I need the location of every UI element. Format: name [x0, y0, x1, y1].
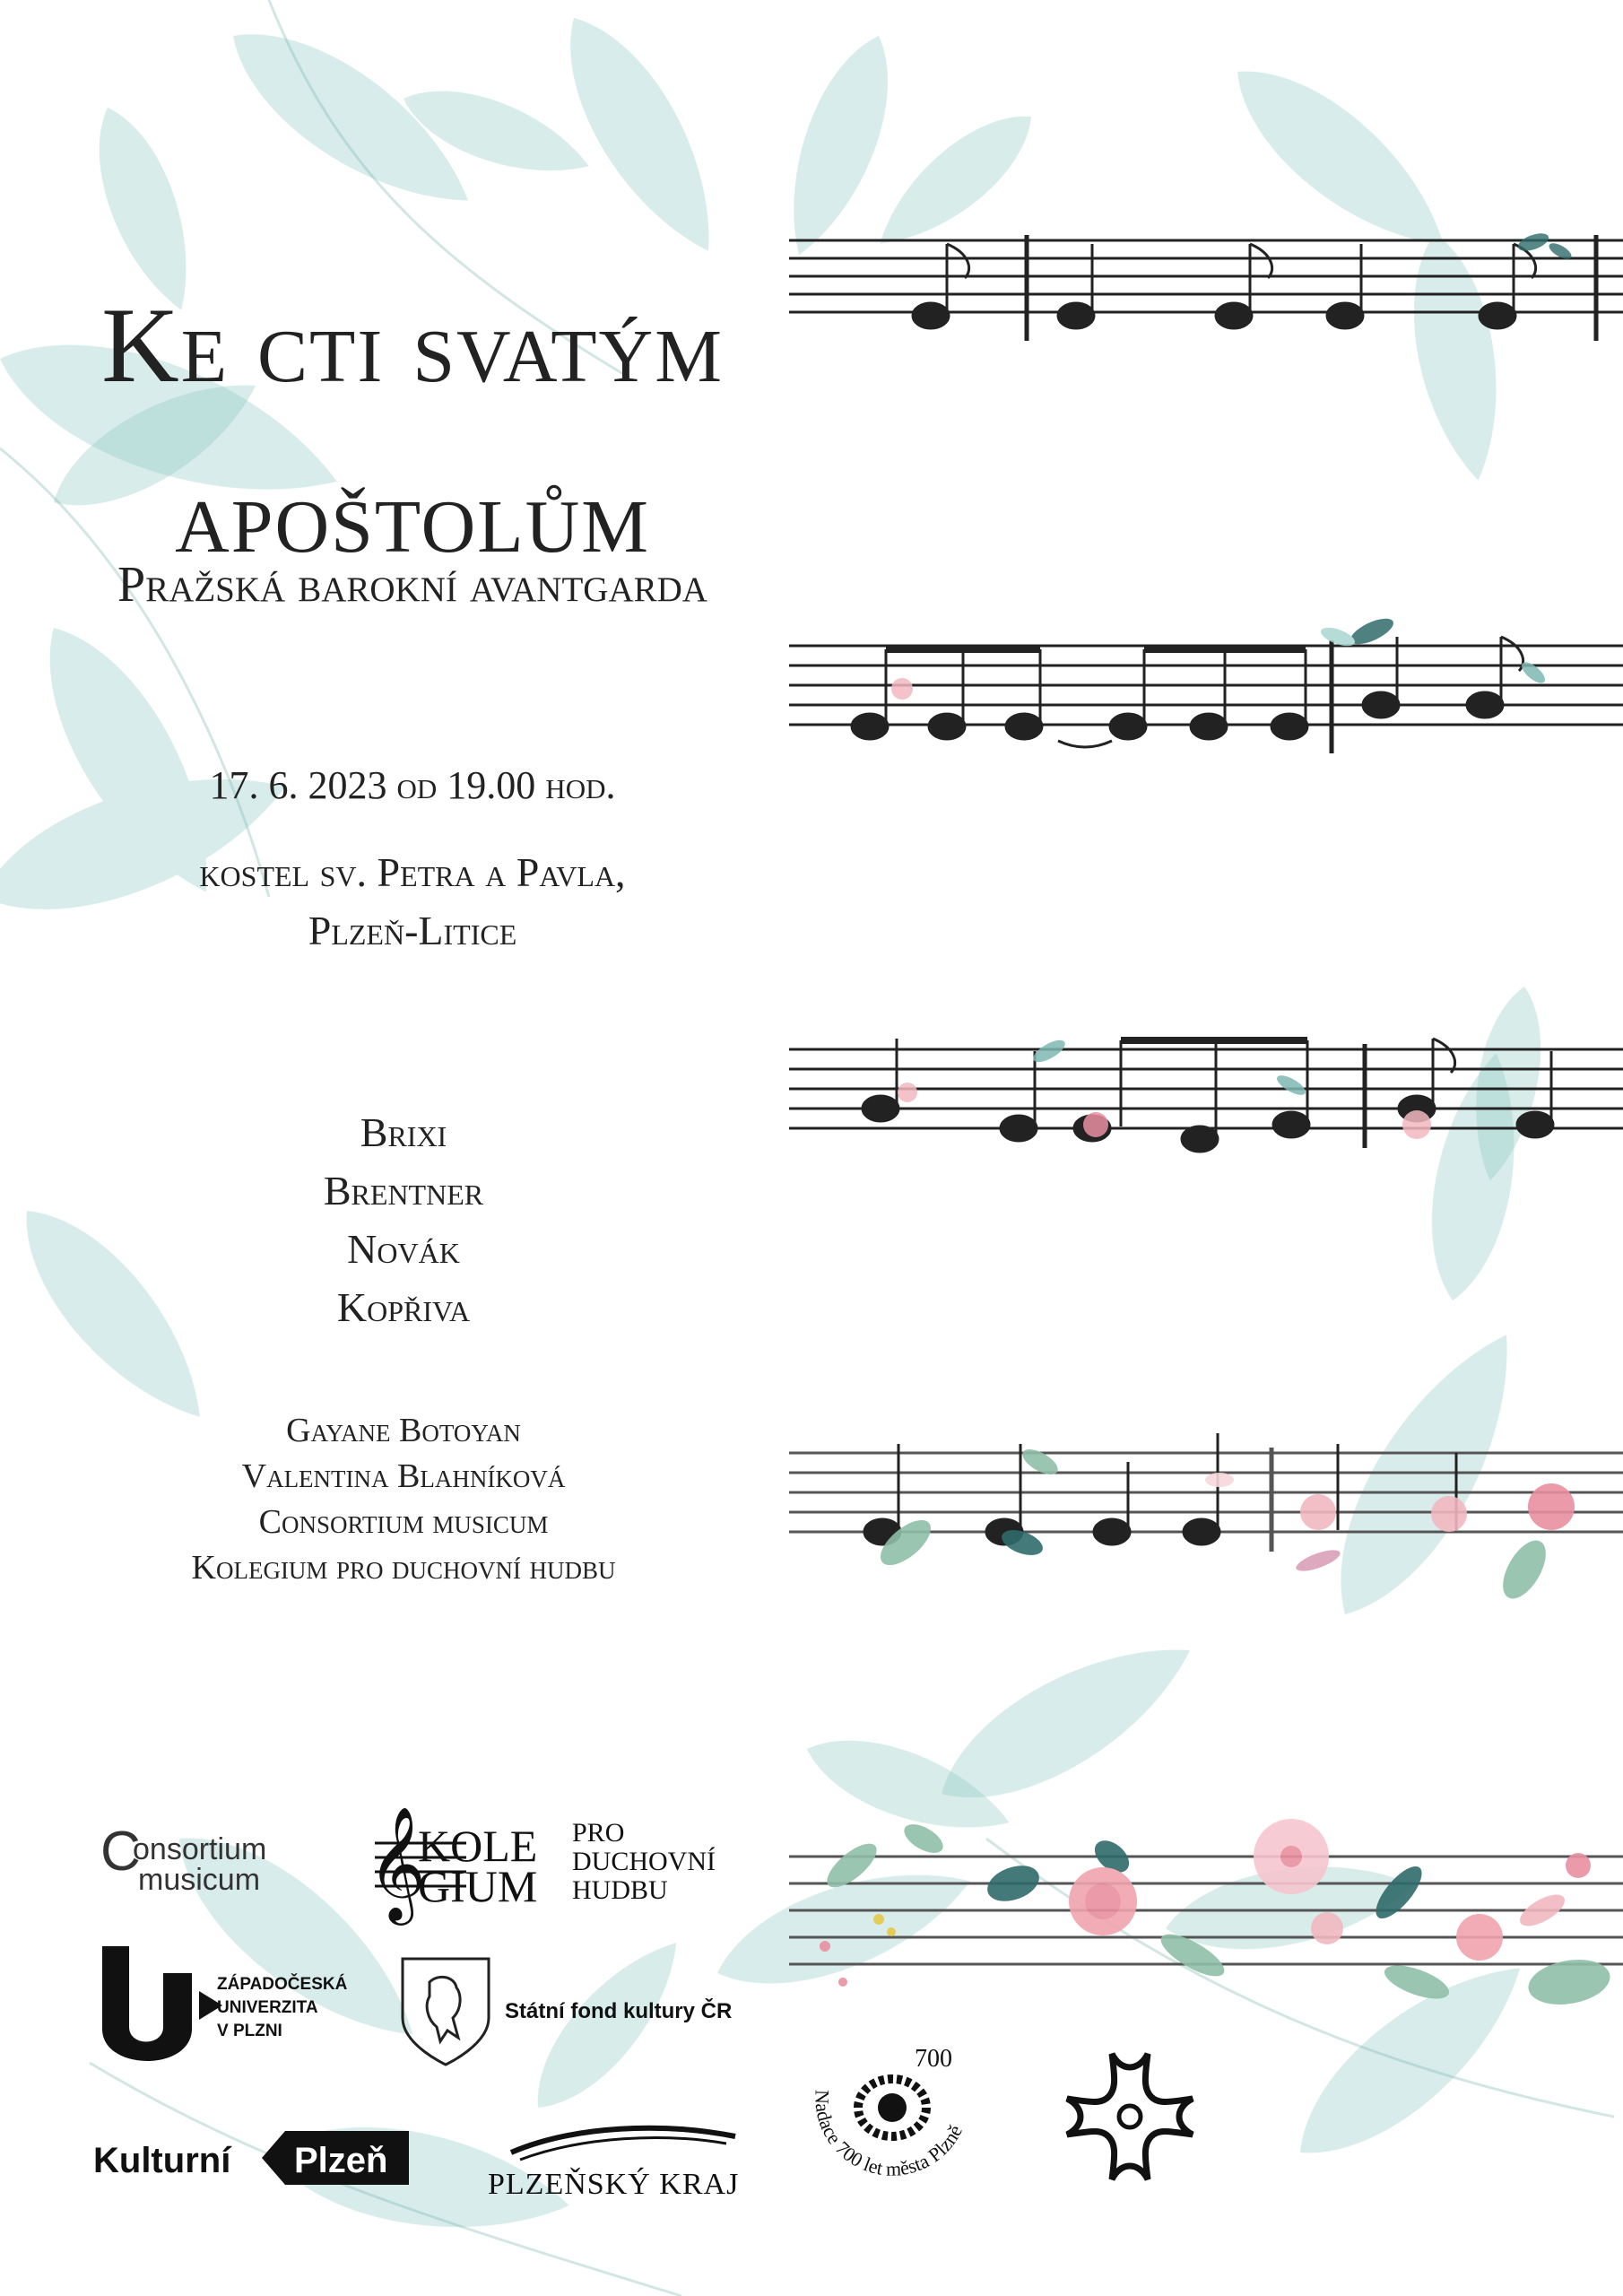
kolegium-gium: GIUM: [418, 1861, 538, 1911]
music-staff-5: [789, 1812, 1623, 2018]
title-line-1: Ke cti svatým: [101, 285, 724, 404]
venue-line-1: kostel sv. Petra a Pavla,: [199, 849, 626, 895]
nadace-arc-text: Nadace 700 let města Plzně: [811, 2089, 968, 2180]
sfk-logo: [399, 1955, 740, 2072]
music-staff-2: [789, 628, 1623, 771]
consortium-logo-line2: musicum: [138, 1863, 261, 1897]
plzen-label: Plzeň: [294, 2141, 388, 2180]
nadace-number: 700: [915, 2045, 952, 2073]
consortium-musicum-logo: [99, 1816, 305, 1906]
composer-list: [36, 1103, 771, 1336]
zcu-line2: UNIVERZITA: [217, 1998, 318, 2017]
cross-logo-icon: [1058, 2045, 1202, 2188]
plzensky-kraj-logo: [484, 2117, 744, 2206]
composer: Novák: [347, 1226, 460, 1272]
consortium-logo-line1: onsortium: [133, 1832, 267, 1866]
venue-line-2: Plzeň-Litice: [308, 908, 517, 953]
kulturni-plzen-logo: [90, 2126, 421, 2197]
music-staff-3: [789, 1031, 1623, 1175]
title-line-2: apoštolům: [175, 456, 650, 575]
music-staff-4: [789, 1426, 1623, 1605]
zcu-line3: V PLZNI: [217, 2022, 282, 2040]
nadace-emblem-icon: [858, 2079, 926, 2136]
kulturni-label: Kulturní: [93, 2141, 231, 2180]
performer: Consortium musicum: [258, 1503, 549, 1541]
kolegium-hudbu: HUDBU: [572, 1875, 668, 1905]
poster-subtitle: Pražská barokní avantgarda: [117, 557, 707, 613]
nadace-700-logo: [798, 2036, 995, 2206]
kolegium-kole: KOLE: [418, 1821, 538, 1871]
zcu-logo: [99, 1946, 368, 2072]
poster-title: [36, 260, 789, 601]
kolegium-duchovni: DUCHOVNÍ: [572, 1847, 716, 1876]
performer-list: [36, 1408, 771, 1591]
plzensky-kraj-label: PLZEŇSKÝ KRAJ: [488, 2168, 740, 2201]
kolegium-logo: [368, 1807, 726, 1924]
composer: Kopřiva: [336, 1284, 471, 1330]
performer: Valentina Blahníková: [241, 1457, 566, 1495]
zcu-emblem-icon: [102, 1946, 192, 2061]
composer: Brentner: [323, 1168, 484, 1213]
sfk-label: Státní fond kultury ČR: [505, 1999, 733, 2023]
zcu-line1: ZÁPADOČESKÁ: [217, 1975, 348, 1994]
event-venue: [36, 843, 789, 960]
svg-text:C: C: [100, 1821, 141, 1883]
performer: Gayane Botoyan: [286, 1412, 521, 1449]
music-staff-1: [789, 233, 1623, 359]
event-date: 17. 6. 2023 od 19.00 hod.: [209, 763, 616, 807]
coat-of-arms-icon: [403, 1959, 489, 2065]
composer: Brixi: [360, 1109, 447, 1155]
kolegium-pro: PRO: [572, 1818, 625, 1848]
treble-clef-icon: 𝄞: [368, 1805, 427, 1920]
performer: Kolegium pro duchovní hudbu: [191, 1549, 616, 1587]
